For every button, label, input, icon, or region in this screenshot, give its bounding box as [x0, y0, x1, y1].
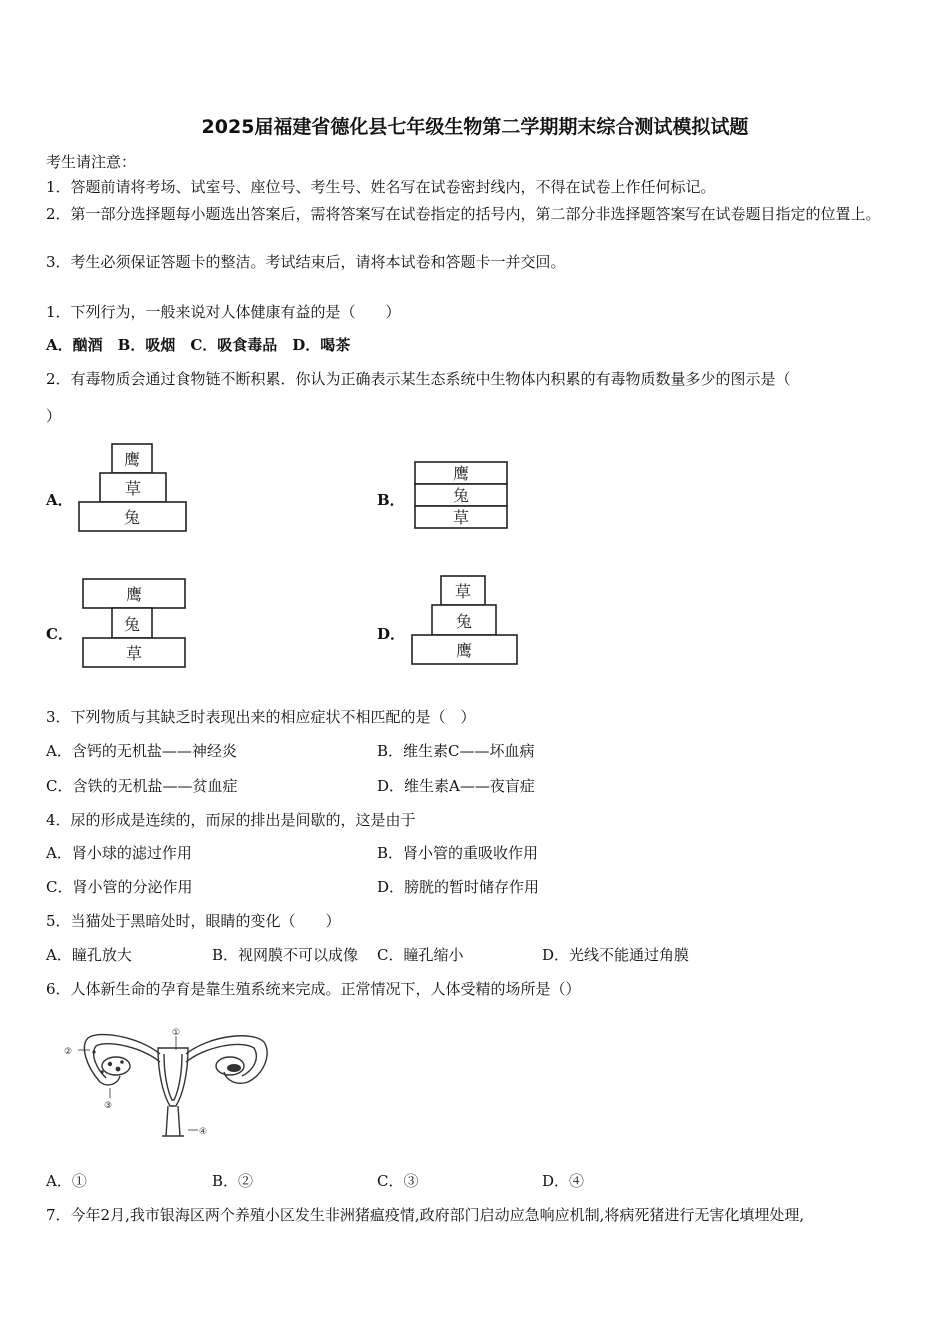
diagram-label-2: ②: [64, 1047, 73, 1057]
q2-option-d-label: D．: [377, 625, 406, 643]
q3-option-c: C．含铁的无机盐——贫血症: [46, 777, 238, 795]
pyramid-a-bottom: 兔: [123, 508, 141, 527]
q5-stem: 5．当猫处于黑暗处时，眼睛的变化（ ）: [46, 912, 341, 930]
diagram-label-3: ③: [104, 1101, 113, 1111]
q4-option-d: D．膀胱的暂时储存作用: [377, 878, 540, 896]
notice-item-1: 1．答题前请将考场、试室号、座位号、考生号、姓名写在试卷密封线内，不得在试卷上作任何标记。: [46, 178, 716, 196]
diagram-label-1: ①: [172, 1028, 181, 1038]
q4-option-c: C．肾小管的分泌作用: [46, 878, 193, 896]
q6-option-b: B．②: [212, 1172, 254, 1190]
pyramid-d-bottom: 鹰: [455, 641, 473, 660]
pyramid-d-mid: 兔: [455, 612, 473, 631]
pyramid-c-bottom: 草: [125, 644, 143, 663]
q4-stem: 4．尿的形成是连续的，而尿的排出是间歇的，这是由于: [46, 811, 416, 829]
q2-stem: 2．有毒物质会通过食物链不断积累．你认为正确表示某生态系统中生物体内积累的有毒物质数量多少的图示是（: [46, 370, 791, 388]
q2-option-c-label: C．: [46, 625, 73, 643]
pyramid-a-top: 鹰: [123, 450, 141, 469]
q6-option-a: A．①: [46, 1172, 87, 1190]
q4-option-a: A．肾小球的滤过作用: [46, 844, 192, 862]
q2-option-a-label: A．: [46, 491, 73, 509]
pyramid-c-mid: 兔: [123, 615, 141, 634]
pyramid-a-mid: 草: [124, 479, 142, 498]
q7-stem: 7．今年2月,我市银海区两个养殖小区发生非洲猪瘟疫情,政府部门启动应急响应机制,将病死猪进行无害化填埋处理,: [46, 1206, 805, 1224]
pyramid-d-top: 草: [454, 582, 472, 601]
q5-option-c: C．瞳孔缩小: [377, 946, 464, 964]
q3-option-d: D．维生素A——夜盲症: [377, 777, 535, 795]
q5-option-d: D．光线不能通过角膜: [542, 946, 690, 964]
q2-pyramid-a: [78, 443, 190, 533]
q6-option-d: D．④: [542, 1172, 585, 1190]
q6-option-c: C．③: [377, 1172, 419, 1190]
q1-stem: 1．下列行为，一般来说对人体健康有益的是（ ）: [46, 303, 401, 321]
q2-option-b-label: B．: [377, 491, 405, 509]
notice-item-2: 2．第一部分选择题每小题选出答案后，需将答案写在试卷指定的括号内，第二部分非选择题答案写在试卷题目指定的位置上。: [46, 205, 881, 223]
pyramid-c-top: 鹰: [125, 585, 143, 604]
pyramid-b-mid: 兔: [452, 486, 470, 505]
diagram-label-4: ④: [199, 1127, 208, 1137]
q2-pyramid-b: [414, 461, 510, 531]
pyramid-b-top: 鹰: [452, 464, 470, 483]
reproductive-system-diagram: [58, 1026, 278, 1150]
q1-options: A．酗酒 B．吸烟 C．吸食毒品 D．喝茶: [46, 336, 351, 354]
notice-item-3: 3．考生必须保证答题卡的整洁。考试结束后，请将本试卷和答题卡一并交回。: [46, 253, 566, 271]
q2-pyramid-d: [411, 575, 521, 667]
pyramid-b-bottom: 草: [452, 508, 470, 527]
q3-option-a: A．含钙的无机盐——神经炎: [46, 742, 237, 760]
notice-heading: 考生请注意：: [46, 153, 137, 171]
q3-stem: 3．下列物质与其缺乏时表现出来的相应症状不相匹配的是（ ）: [46, 708, 476, 726]
q2-pyramid-c: [82, 578, 188, 670]
q5-option-a: A．瞳孔放大: [46, 946, 132, 964]
page-title: 2025届福建省德化县七年级生物第二学期期末综合测试模拟试题: [201, 116, 749, 138]
q6-stem: 6．人体新生命的孕育是靠生殖系统来完成。正常情况下，人体受精的场所是（）: [46, 980, 581, 998]
q3-option-b: B．维生素C——坏血病: [377, 742, 535, 760]
q2-stem-end: ）: [46, 407, 62, 425]
q5-option-b: B．视网膜不可以成像: [212, 946, 359, 964]
q4-option-b: B．肾小管的重吸收作用: [377, 844, 539, 862]
